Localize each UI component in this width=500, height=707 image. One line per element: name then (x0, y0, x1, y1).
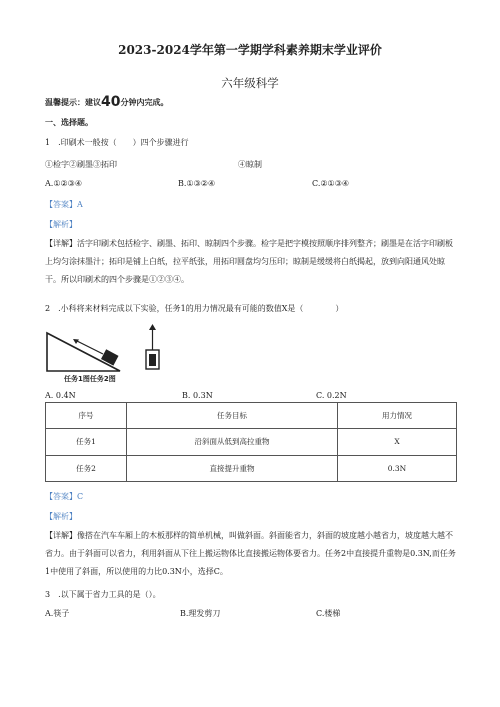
q2-stem: 2 .小科将来材料完成以下实验，任务1的用力情况最有可能的数值X是（ ） (45, 304, 344, 313)
q2-option-c: C. 0.2N (316, 391, 347, 400)
q2-analysis-label: 【解析】 (45, 512, 77, 521)
q1-option-b: B.①③②④ (178, 179, 216, 188)
task-table (45, 402, 457, 482)
q3-option-c: C.楼梯 (316, 609, 341, 618)
table-cell: 沿斜面从低到高拉重物 (127, 429, 338, 455)
hint-suffix: 分钟内完成。 (120, 98, 169, 107)
table-header: 任务目标 (127, 403, 338, 429)
page-subtitle: 六年级科学 (221, 76, 279, 90)
table-cell: 任务1 (46, 429, 127, 455)
lift-block (149, 354, 156, 366)
q2-answer: 【答案】C (45, 492, 84, 501)
lift-arrow-head (149, 324, 156, 330)
section-title: 一、选择题。 (45, 118, 93, 127)
q1-line1-right: ④晾制 (238, 160, 262, 169)
hint-prefix: 温馨提示：建议 (45, 98, 101, 107)
q2-option-a: A. 0.4N (45, 391, 76, 400)
table-header: 序号 (46, 403, 127, 429)
q1-answer: 【答案】A (45, 200, 83, 209)
hint-number: 40 (101, 94, 121, 110)
q2-option-b: B. 0.3N (182, 391, 213, 400)
table-header: 用力情况 (338, 403, 457, 429)
q3-stem: 3 .以下属于省力工具的是（）。 (45, 590, 161, 599)
table-header-row (46, 403, 457, 429)
table-cell: 0.3N (338, 455, 457, 481)
q1-line1-left: ①检字②刷墨③拓印 (45, 160, 117, 169)
table-cell: X (338, 429, 457, 455)
page-title: 2023-2024学年第一学期学科素养期末学业评价 (118, 43, 382, 57)
q1-option-c: C.②①③④ (312, 179, 350, 188)
table-cell: 直接提升重物 (127, 455, 338, 481)
table-row (46, 455, 457, 481)
figure-label: 任务1图任务2图 (64, 375, 116, 383)
q1-stem: 1 .印刷术一般按（ ）四个步骤进行 (45, 138, 189, 147)
q2-detail: 【详解】像搭在汽车车厢上的木板那样的简单机械，叫做斜面。斜面能省力，斜面的坡度越小越省力，坡度越大越不省力。由于斜面可以省力，利用斜面从下往上搬运物体比直接搬运物体要省力。任务2中直接提升重物是0.3N,而任务1中使用了斜面，所以使用的力比0.3N小，选择C。 (45, 531, 456, 576)
time-hint (45, 94, 168, 110)
q1-analysis-label: 【解析】 (45, 220, 77, 229)
q3-option-b: B.理发剪刀 (180, 609, 221, 618)
table-cell: 任务2 (46, 455, 127, 481)
q1-option-a: A.①②③④ (45, 179, 83, 188)
table-row (46, 429, 457, 455)
q3-option-a: A.筷子 (45, 609, 70, 618)
q1-detail: 【详解】活字印刷术包括检字、刷墨、拓印、晾制四个步骤。检字是把字模按照顺序排列整齐；刷墨是在活字印刷板上均匀涂抹墨汁；拓印是铺上白纸，拉平纸张，用拓印圆盘均匀压印；晾制是缓缓将白纸揭起，放到向阳通风处晾干。所以印刷术的四个步骤是①②③④。 (45, 239, 453, 284)
pull-arrow-line (75, 340, 103, 354)
